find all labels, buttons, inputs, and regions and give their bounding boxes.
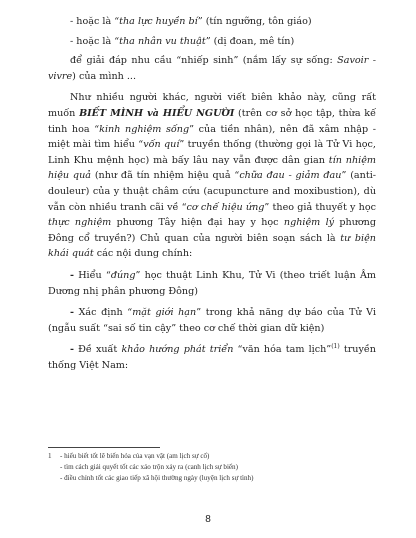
footnote-item [48,473,378,484]
footnote-divider [48,447,160,448]
list-item-hieu-dung [48,268,376,299]
text: truyền thống Việt Nam: [48,344,376,371]
text: - hoặc là “ [70,35,120,47]
footnote-text: - hiểu biết tốt lẽ biến hóa của vạn vật (am lịch sự cố) [60,452,210,460]
line-tha-luc [48,14,376,30]
line-nhiep-sinh [48,53,376,84]
emphasis: nghiệm lý [283,217,335,229]
text: (trên cơ sở học tập, thừa kế tinh hoa “ [48,107,377,135]
page-body [48,14,376,373]
footnote-item [48,451,378,462]
text: ” (dị đoan, mê tín) [205,35,295,47]
list-item-de-xuat [48,342,376,373]
emphasis: tư biện khái quát [48,232,376,260]
footnotes [48,451,378,484]
footnote-item [48,462,378,473]
emphasis: tha lực huyền bí [119,16,198,27]
emphasis: thực nghiệm [48,217,112,229]
emphasis: tha nhân vu thuật [119,35,206,47]
text: ” (anti-douleur) của y thuật châm cứu (acupuncture and moxibustion), dù vẫn còn nhiều tranh cãi về “ [48,170,376,213]
strong-emphasis: BIẾT MÌNH và HIỂU NGƯỜI [79,107,235,119]
footnote-text: - tìm cách giải quyết tốt các xáo trộn xảy ra (canh lịch sự biến) [60,463,238,471]
footnote-number [48,473,58,484]
page-number: 8 [205,514,211,525]
line-tha-nhan [48,34,376,50]
text: ” của tiền nhân), nên đã xâm nhập - miệt mài tìm hiểu “ [48,123,376,151]
emphasis: chữa đau - giảm đau [239,170,342,182]
text: “văn hóa tam lịch” [233,344,332,356]
emphasis: vốn quí [143,139,180,151]
text: Đề xuất [73,344,122,356]
text: (như đã tín nhiệm hiệu quả “ [90,170,240,182]
main-paragraph [48,90,376,262]
emphasis: đúng [110,269,136,281]
text: các nội dung chính: [93,248,193,260]
list-item-gioi-han [48,305,376,336]
text: phương Đông cổ truyền?) Chủ quan của người biên soạn sách là [48,217,376,244]
text: Xác định “ [73,307,133,319]
footnote-number: 1 [48,452,52,460]
text: ” học thuật Linh Khu, Tử Vi (theo triết luận Âm Dương nhị phân phương Đông) [48,269,376,297]
emphasis: tín nhiệm hiệu quả [48,154,376,182]
emphasis: Savoir - vivre [48,55,376,82]
text: phương Tây hiện đại hay y học [111,217,284,229]
emphasis: khảo hướng phát triển [121,344,234,356]
text: ” theo giả thuyết y học [264,201,376,213]
list-dash: - [70,269,74,281]
emphasis: cơ chế hiệu ứng [186,201,265,213]
text: Hiểu “ [73,269,111,281]
text: ” trong khả năng dự báo của Tử Vi (ngẫu suất “sai số tin cậy” theo cơ chế thời gian dữ kiện) [48,307,377,334]
list-dash: - [70,307,74,319]
footnote-ref[interactable]: (1) [331,343,340,351]
text: ” truyền thống (thường gọi là Tử Vi học, Linh Khu mệnh học) mà bấy lâu nay vẫn được dân gian [48,139,376,166]
text: ) của mình ... [72,70,137,82]
list-dash: - [70,344,74,356]
text: - hoặc là “ [70,16,120,27]
text: ” (tín ngưỡng, tôn giáo) [197,16,312,27]
text: Như nhiều người khác, người viết biên khảo này, cũng rất muốn [48,92,376,119]
emphasis: kinh nghiệm sống [99,123,190,135]
text: để giải đáp nhu cầu “nhiếp sinh” (nắm lấy sự sống: [70,55,338,67]
emphasis: mặt giới hạn [132,307,197,319]
footnote-text: - điều chỉnh tốt các giao tiếp xã hội thường ngày (luyện lịch sự tình) [60,474,254,482]
footnote-number [48,462,58,473]
